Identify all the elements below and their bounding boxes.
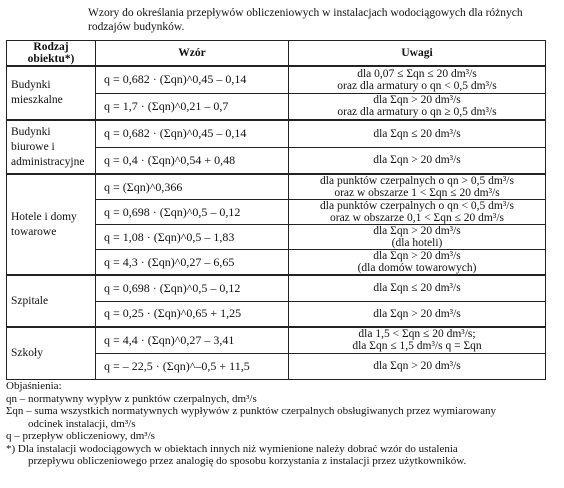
formula-cell: q = 4,3 · (Σqn)^0,27 – 6,65: [96, 250, 289, 276]
notes-cell: dla Σqn > 20 dm³/s: [289, 301, 546, 327]
notes-cell: dla Σqn > 20 dm³/s oraz dla armatury o qn ≥ 0,5 dm³/s: [289, 93, 546, 120]
explanation-sum-qn: Σqn – suma wszystkich normatywnych wypływów z punktów czerpalnych obsługiwanych przez wymiarowany: [6, 405, 496, 417]
notes-cell: dla 1,5 < Σqn ≤ 20 dm³/s; dla Σqn ≤ 1,5 dm³/s q = Σqn: [289, 327, 546, 353]
formula-cell: q = 1,7 · (Σqn)^0,21 – 0,7: [96, 93, 289, 120]
notes-cell: dla Σqn ≤ 20 dm³/s: [289, 120, 546, 147]
explanation-qn: qn – normatywny wypływ z punktów czerpalnych, dm³/s: [6, 392, 257, 405]
explanation-sum-qn-cont: odcinek instalacji, dm³/s: [28, 417, 136, 430]
explanations-title: Objaśnienia:: [6, 380, 62, 392]
notes-cell: dla Σqn > 20 dm³/s: [289, 147, 546, 174]
table-row: [7, 174, 546, 200]
object-type-cell: Budynki mieszkalne: [7, 66, 96, 120]
explanations: [6, 380, 558, 468]
header-object-type: Rodzaj obiektu*): [7, 41, 96, 67]
formula-cell: q = 0,698 · (Σqn)^0,5 – 0,12: [96, 275, 289, 301]
table-header-row: [7, 41, 546, 67]
flow-formulas-table: [6, 40, 546, 380]
object-type-cell: Hotele i domy towarowe: [7, 174, 96, 275]
footnote: *) Dla instalacji wodociągowych w obiektach innych niż wymienione należy dobrać wzór do ustalenia: [6, 442, 458, 455]
table-row: [7, 66, 546, 93]
notes-cell: dla Σqn > 20 dm³/s (dla hoteli): [289, 225, 546, 250]
table-row: [7, 327, 546, 353]
formula-cell: q = 0,682 · (Σqn)^0,45 – 0,14: [96, 66, 289, 93]
formula-cell: q = 0,682 · (Σqn)^0,45 – 0,14: [96, 120, 289, 147]
formula-cell: q = 0,25 · (Σqn)^0,65 + 1,25: [96, 301, 289, 327]
table-caption: Wzory do określania przepływów obliczeniowych w instalacjach wodociągowych dla różnych rodzajów budynków.: [88, 7, 523, 33]
object-type-cell: Budynki biurowe i administracyjne: [7, 120, 96, 174]
object-type-cell: Szpitale: [7, 275, 96, 327]
formula-cell: q = 0,4 · (Σqn)^0,54 + 0,48: [96, 147, 289, 174]
notes-cell: dla 0,07 ≤ Σqn ≤ 20 dm³/s oraz dla armatury o qn < 0,5 dm³/s: [289, 66, 546, 93]
header-formula: Wzór: [96, 41, 289, 67]
explanation-q: q – przepływ obliczeniowy, dm³/s: [6, 430, 155, 442]
formula-cell: q = 1,08 · (Σqn)^0,5 – 1,83: [96, 225, 289, 250]
formula-cell: q = – 22,5 · (Σqn)^–0,5 + 11,5: [96, 353, 289, 379]
notes-cell: dla Σqn > 20 dm³/s (dla domów towarowych): [289, 250, 546, 276]
notes-cell: dla punktów czerpalnych o qn < 0,5 dm³/s oraz w obszarze 0,1 < Σqn ≤ 20 dm³/s: [289, 200, 546, 225]
formula-cell: q = 0,698 · (Σqn)^0,5 – 0,12: [96, 200, 289, 225]
formula-cell: q = (Σqn)^0,366: [96, 174, 289, 200]
footnote-cont: przepływu obliczeniowego przez analogię do sposobu korzystania z instalacji przez użytkowników.: [28, 455, 467, 467]
table-row: [7, 275, 546, 301]
table-row: [7, 120, 546, 147]
notes-cell: dla punktów czerpalnych o qn > 0,5 dm³/s oraz w obszarze 1 < Σqn ≤ 20 dm³/s: [289, 174, 546, 200]
header-notes: Uwagi: [289, 41, 546, 67]
notes-cell: dla Σqn ≤ 20 dm³/s: [289, 275, 546, 301]
object-type-cell: Szkoły: [7, 327, 96, 379]
formula-cell: q = 4,4 · (Σqn)^0,27 – 3,41: [96, 327, 289, 353]
notes-cell: dla Σqn > 20 dm³/s: [289, 353, 546, 379]
